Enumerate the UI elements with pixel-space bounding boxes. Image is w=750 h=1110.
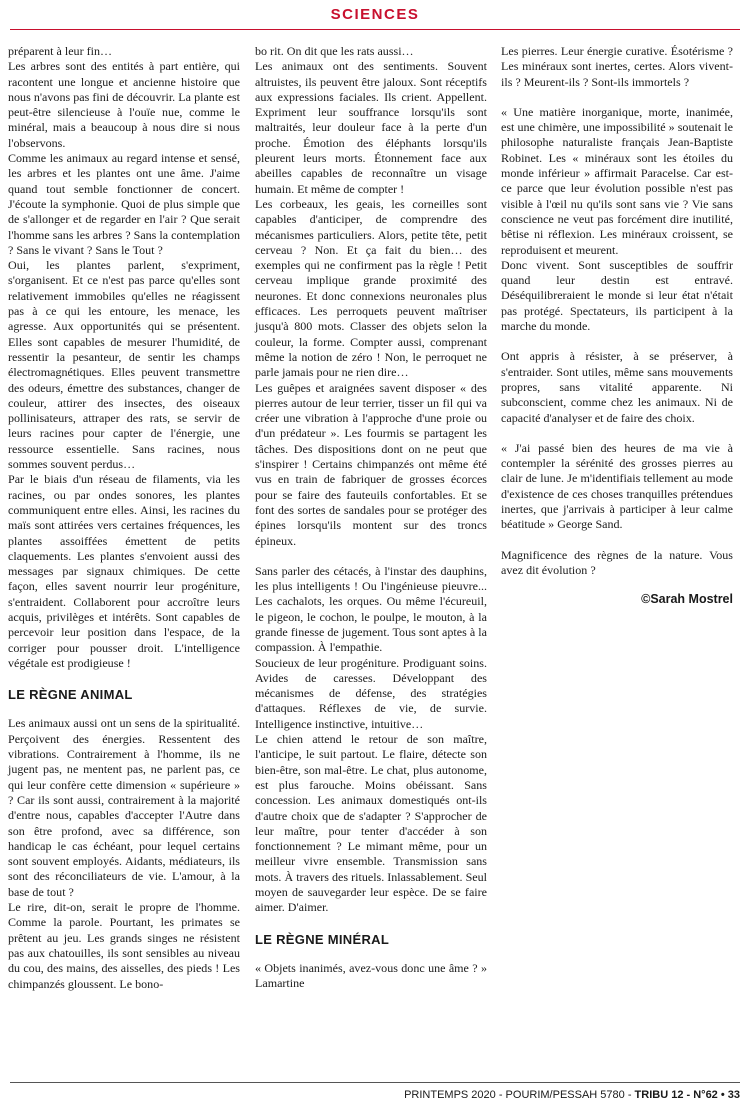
footer-publication: TRIBU 12 - N°62 • 33 [634, 1089, 740, 1101]
paragraph: Les arbres sont des entités à part entière, qui racontent une longue et ancienne histoire que nous n'avons pas fini de découvrir. La plante est peut-être silencieuse à l'ouïe nue, comme le minéral, mais a beaucoup à nous dire si nous l'observons. [8, 59, 240, 150]
paragraph: « Une matière inorganique, morte, inanimée, est une chimère, une impossibilité » soutenait le philosophe naturaliste français Jean-Baptiste Robinet. Les « minéraux sont les étoiles du monde inférieur » affirmait Paracelse. Car est-ce parce que leur évolution possible n'est pas visible à l'œil nu qu'ils sont sans vie ? Vie sans conscience ne veut pas forcément dire inutilité, bêtise ni réflexion. Les minéraux croissent, se reproduisent et meurent. [501, 104, 733, 257]
paragraph: Donc vivent. Sont susceptibles de souffrir quand leur destin est entravé. Déséquilibreraient le monde si leur état n'était pas protégé. Spectateurs, ils participent à la marche du monde. [501, 257, 733, 334]
paragraph: Le rire, dit-on, serait le propre de l'homme. Comme la parole. Pourtant, les primates se prêtent au jeu. Les grands singes ne résistent pas aux chatouilles, ils sont sensibles au niveau du cou, des mains, des aisselles, des pieds ! Les chimpanzés gloussent. Le bono- [8, 900, 240, 991]
footer-rule [10, 1082, 740, 1083]
paragraph: préparent à leur fin… [8, 44, 113, 58]
paragraph: « Objets inanimés, avez-vous donc une âme ? » Lamartine [255, 960, 487, 991]
paragraph: Les animaux ont des sentiments. Souvent altruistes, ils peuvent être jaloux. Sont réceptifs aux expressions faciales. Ils crient. Appellent. Expriment leur souffrance lorsqu'ils sont maltraités, leur douleur face à la perte d'un proche. Émotion des éléphants lorsqu'ils pleurent leurs morts. Étonnement face aux abeilles capables de reconnaître un visage humain. Et même de compter ! [255, 59, 487, 196]
paragraph: Sans parler des cétacés, à l'instar des dauphins, les plus intelligents ! Ou l'ingénieuse pieuvre... Les cachalots, les orques. Ou même l'écureuil, le pigeon, le cochon, le poulpe, le mouton, à la grande finesse de jugement. Tous sont aptes à la compassion. À l'empathie. [255, 563, 487, 655]
section-label: SCIENCES [330, 6, 420, 23]
header-rule [10, 29, 740, 30]
article-column-2 [255, 44, 487, 992]
page-footer [404, 1089, 740, 1101]
paragraph: Ont appris à résister, à se préserver, à s'entraider. Sont utiles, même sans mouvements propres, sans vitalité apparente. Ni subconscient, comme chez les animaux. Ni de capacité d'analyser et de faire des choix. [501, 349, 733, 425]
paragraph: Comme les animaux au regard intense et sensé, les arbres et les plantes ont une âme. J'aime quand tout semble fonctionner de concert. J'écoute la symphonie. Quoi de plus simple que de s'allonger et de regarder en l'air ? Que serait l'homme sans les arbres ? Sans la contemplation ? Sans le vivant ? Sans le Tout ? [8, 151, 241, 257]
section-heading: LE RÈGNE ANIMAL [8, 687, 133, 703]
section-heading: LE RÈGNE MINÉRAL [255, 931, 390, 947]
article-column-3 [501, 44, 733, 608]
article-column-1 [8, 44, 240, 992]
footer-issue: PRINTEMPS 2020 - POURIM/PESSAH 5780 - [404, 1089, 635, 1101]
paragraph: Par le biais d'un réseau de filaments, via les racines, ou par ondes sonores, les plantes communiquent entre elles. Ainsi, les racines du maïs sont attirées vers certaines fréquences, les plantes assoiffées émettent de petits claquements. Les plantes s'envoient aussi des messages par signaux chimiques. De cette façon, elles savent nourrir leur progéniture, s'entraident. Collaborent pour accroître leurs acquis, privilèges et intérêts. Sont capables de percevoir leur position dans l'espace, de la corriger pour pousser droit. L'intelligence végétale est prodigieuse ! [8, 472, 240, 670]
paragraph: Les animaux aussi ont un sens de la spiritualité. Perçoivent des énergies. Ressentent des vibrations. Contrairement à l'homme, ils ne jugent pas, ne mentent pas, ne parlent pas, ce qui leur confère cette dimension « supérieure » ? Car ils sont aussi, contrairement à la majorité d'entre nous, capables d'accepter l'Autre dans son être profond, avec sa différence, son handicap le cas échéant, pour lequel certains sont souvent employés. Aidants, médiateurs, ils sont des réconciliateurs de vie. L'amour, à la base de tout ? [8, 716, 240, 899]
paragraph: bo rit. On dit que les rats aussi… [255, 44, 414, 58]
author-credit: ©Sarah Mostrel [641, 592, 733, 607]
paragraph: Oui, les plantes parlent, s'expriment, s'organisent. Et ce n'est pas parce qu'elles sont relativement immobiles qu'elles ne réagissent pas à ce qui les entoure, les menace, les agresse. Aux opportunités qui se présentent. Elles sont capables de mesurer l'humidité, de ressentir la pesanteur, de sentir les champs électromagnétiques. Elles peuvent transmettre des odeurs, émettre des substances, changer de couleur, attirer des insectes, des oiseaux pollinisateurs, attraper des rats, se servir de leurs racines pour capter de l'énergie, une ressource essentielle. Sans racines, nous sommes souvent perdus… [8, 258, 240, 472]
paragraph: « J'ai passé bien des heures de ma vie à contempler la sérénité des grosses pierres au clair de lune. Je m'identifiais tellement au mode d'existence de ces choses tranquilles prétendues inertes, que j'arrivais à participer à leur calme béatitude » George Sand. [501, 440, 733, 532]
paragraph: Magnificence des règnes de la nature. Vous avez dit évolution ? [501, 547, 733, 577]
paragraph: Le chien attend le retour de son maître, l'anticipe, le suit partout. Le flaire, détecte son bien-être, son mal-être. Le chat, plus autonome, est plus farouche. Moins obéissant. Sans concession. Les animaux domestiqués ont-ils d'autre choix que de s'adapter ? S'approcher de leur maître, pour tenter d'accéder à son fonctionnement ? Le mimant même, pour un meilleur vivre ensemble. Transmission sans mots. À travers des rituels. Inlassablement. Seul moyen de sauvegarder leur espèce. De se faire aimer. D'aimer. [255, 732, 487, 915]
paragraph: Les guêpes et araignées savent disposer « des pierres autour de leur terrier, tisser un fil qui va créer une vibration à l'approche d'une proie ou d'un prédateur ». Les fourmis se partagent les tâches. Des dispositions dont on ne peut que s'inspirer ! Certains chimpanzés ont même été vus en train de fabriquer de grosses écorces pour se faire des fauteuils confortables. Et se font des sortes de sandales pour se protéger des épines lorsqu'ils montent sur des troncs épineux. [255, 380, 487, 548]
paragraph: Les pierres. Leur énergie curative. Ésotérisme ? Les minéraux sont inertes, certes. Alors vivent-ils ? Meurent-ils ? Sont-ils immortels ? [501, 44, 733, 89]
paragraph: Soucieux de leur progéniture. Prodiguant soins. Avides de caresses. Développant des mécanismes de défense, des stratégies d'attaques. Réflexes de vie, de survie. Intelligence instinctive, intuitive… [255, 655, 487, 731]
paragraph: Les corbeaux, les geais, les corneilles sont capables d'anticiper, de comprendre des mécanismes particuliers. Alors, petite tête, petit cerveau ? Non. Et ça fait du bien… des exemples qui ne confirment pas la règle ! Petit cerveau implique grande proximité des neurones. Et donc connexions neuronales plus efficaces. Les perroquets peuvent maîtriser jusqu'à 800 mots. Classer des objets selon la couleur, la forme. Compter aussi, comprenant même la notion de zéro ! Non, le perroquet ne parle jamais pour ne rien dire… [255, 196, 487, 380]
